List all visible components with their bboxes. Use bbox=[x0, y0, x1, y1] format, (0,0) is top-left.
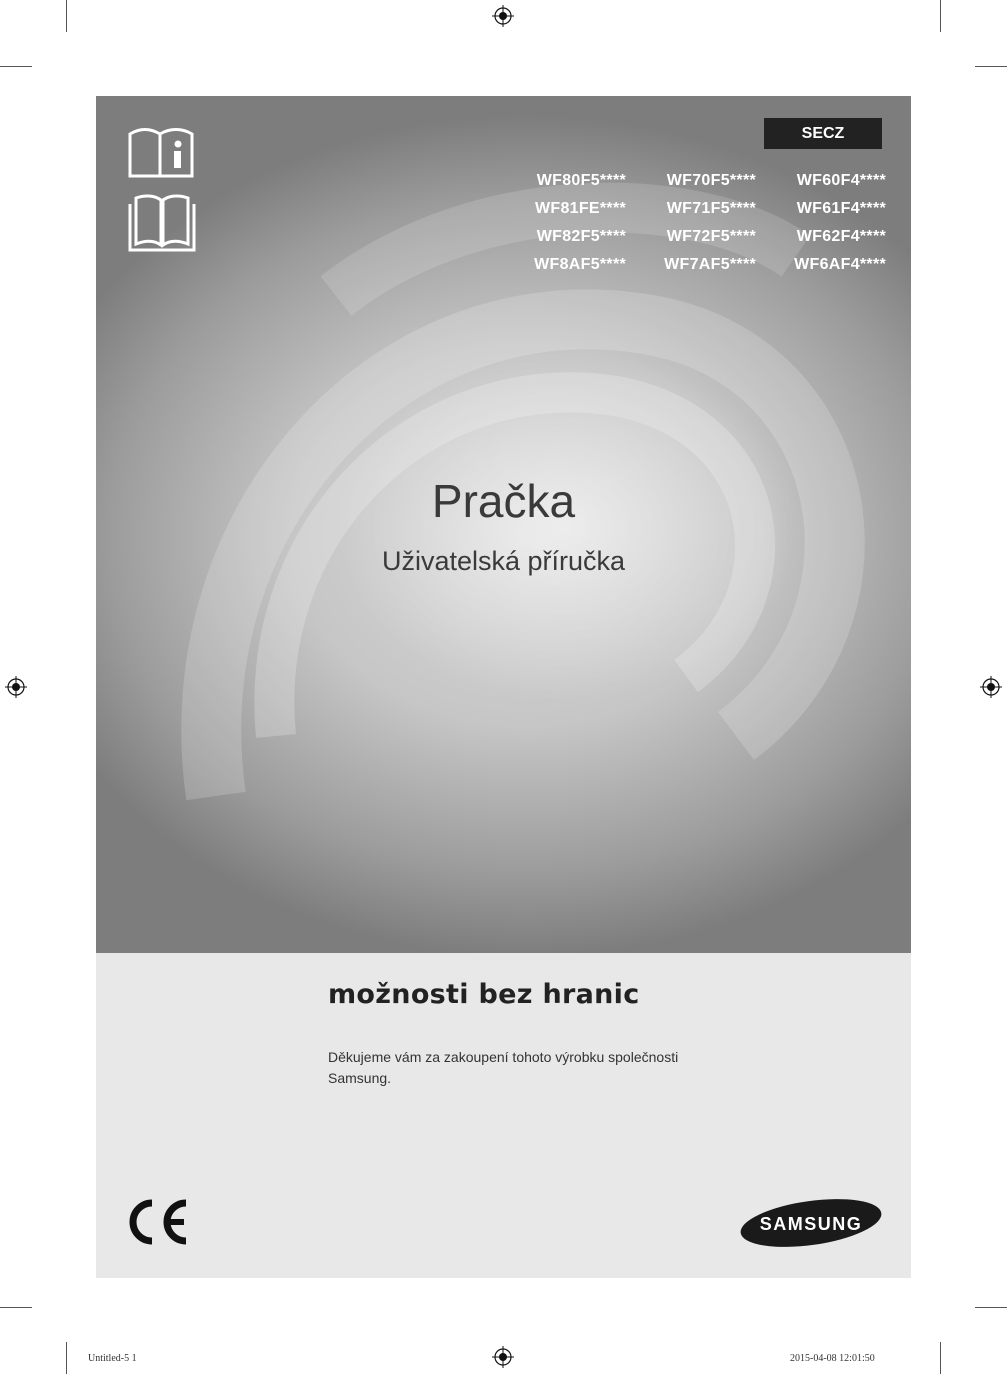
manual-info-icon bbox=[126, 126, 198, 180]
registration-mark-icon bbox=[5, 676, 27, 698]
crop-mark bbox=[975, 66, 1007, 67]
ce-mark-icon bbox=[124, 1197, 190, 1247]
crop-mark bbox=[0, 1307, 32, 1308]
registration-mark-icon bbox=[492, 1346, 514, 1368]
crop-mark bbox=[975, 1307, 1007, 1308]
crop-mark bbox=[66, 1342, 67, 1374]
model-number: WF62F4**** bbox=[796, 228, 886, 245]
lower-panel bbox=[96, 953, 911, 1278]
model-number: WF70F5**** bbox=[666, 172, 756, 189]
crop-mark bbox=[940, 1342, 941, 1374]
model-number: WF60F4**** bbox=[796, 172, 886, 189]
model-number: WF8AF5**** bbox=[534, 256, 626, 273]
model-number: WF72F5**** bbox=[666, 228, 756, 245]
samsung-logo bbox=[738, 1197, 884, 1249]
model-number: WF81FE**** bbox=[534, 200, 626, 217]
crop-mark bbox=[66, 0, 67, 32]
crop-mark bbox=[940, 0, 941, 32]
thanks-text: Děkujeme vám za zakoupení tohoto výrobku společnosti Samsung. bbox=[328, 1049, 679, 1086]
model-list bbox=[496, 170, 886, 275]
model-number: WF6AF4**** bbox=[794, 256, 886, 273]
model-number: WF71F5**** bbox=[666, 200, 756, 217]
registration-mark-icon bbox=[492, 5, 514, 27]
print-timestamp: 2015-04-08 12:01:50 bbox=[790, 1353, 875, 1364]
language-badge: SECZ bbox=[764, 118, 882, 149]
open-book-icon bbox=[126, 192, 198, 256]
brand-slogan: možnosti bez hranic bbox=[328, 979, 640, 1010]
model-number: WF82F5**** bbox=[536, 228, 626, 245]
document-subtitle: Uživatelská příručka bbox=[381, 546, 626, 576]
cover-panel bbox=[96, 96, 911, 953]
crop-mark bbox=[0, 66, 32, 67]
registration-mark-icon bbox=[980, 676, 1002, 698]
model-number: WF61F4**** bbox=[796, 200, 886, 217]
document-title: Pračka bbox=[431, 475, 576, 527]
file-label: Untitled-5 1 bbox=[88, 1353, 137, 1364]
brand-name: SAMSUNG bbox=[759, 1214, 863, 1234]
model-number: WF7AF5**** bbox=[664, 256, 756, 273]
model-number: WF80F5**** bbox=[536, 172, 626, 189]
